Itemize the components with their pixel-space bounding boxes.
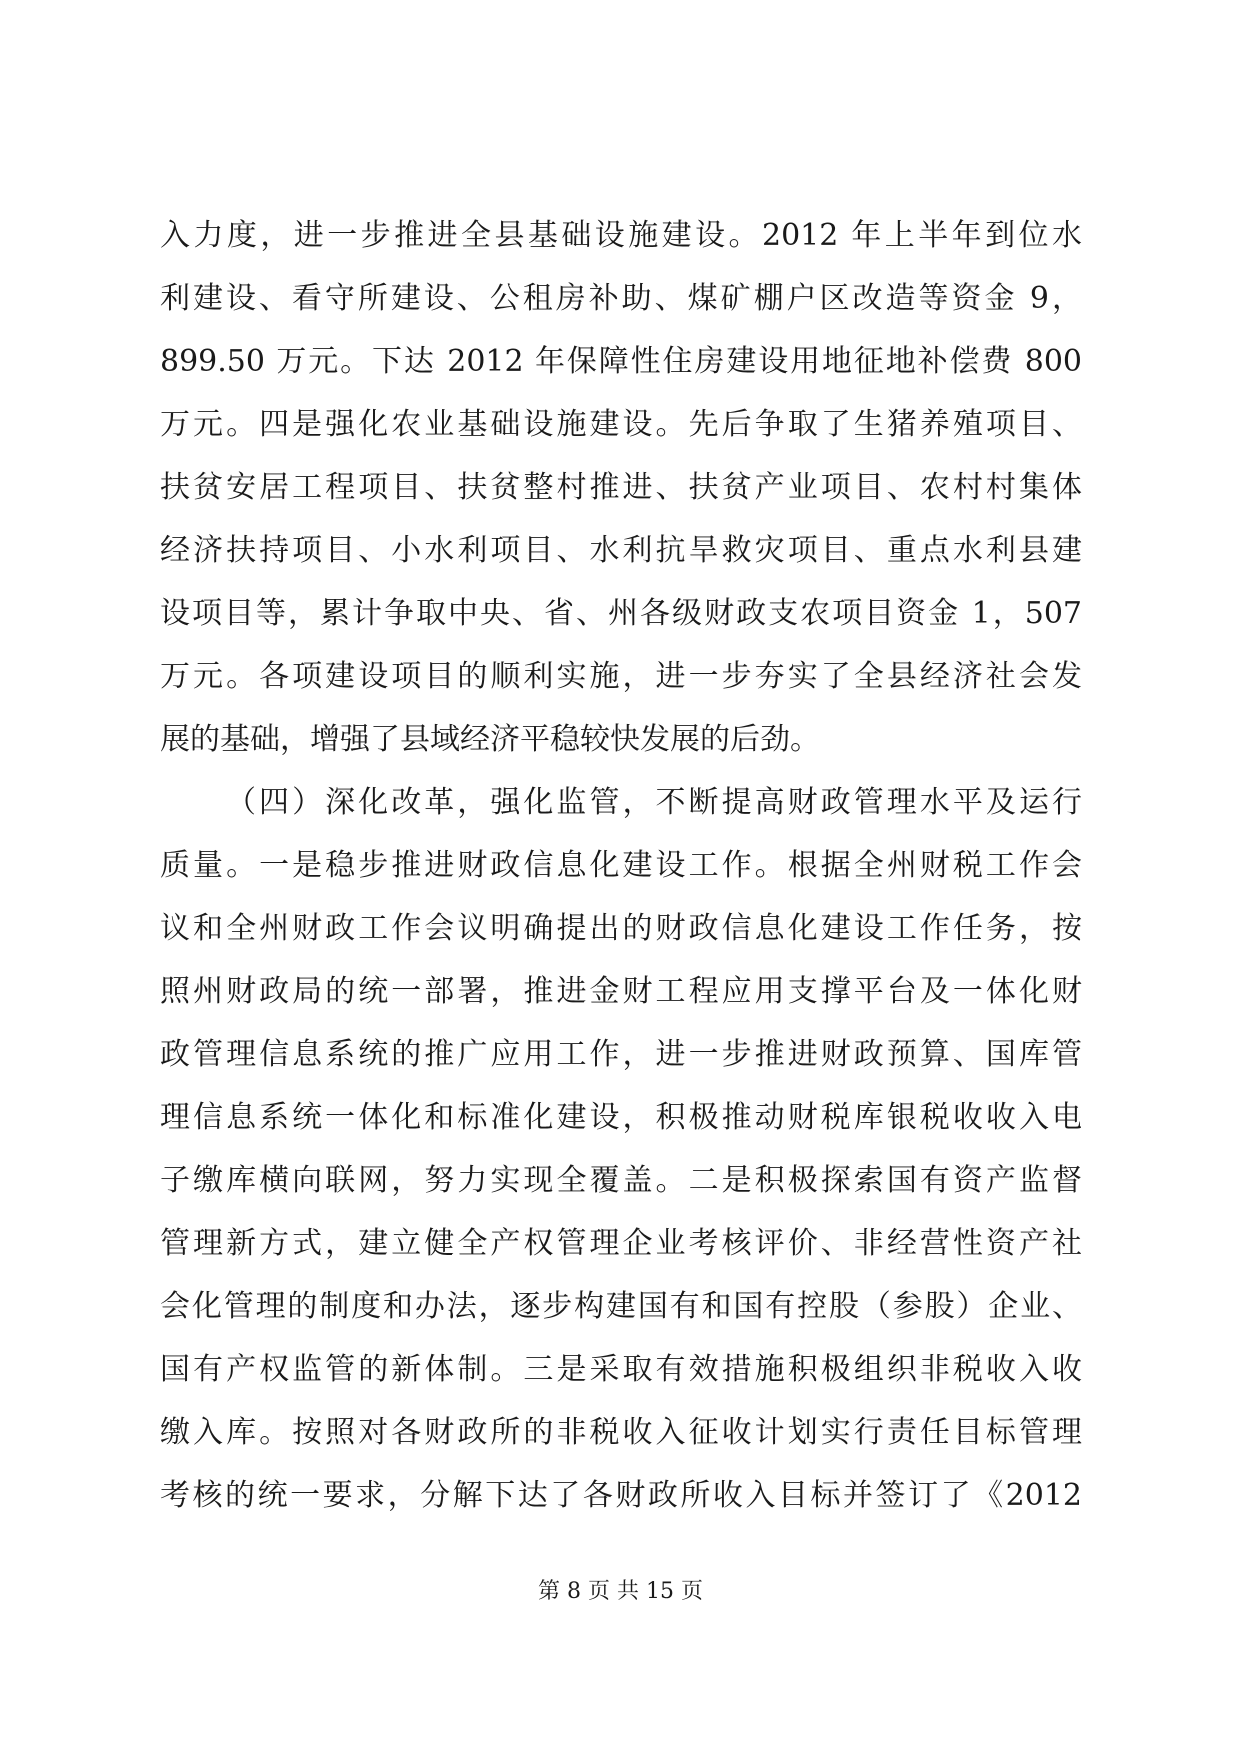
- text-line: 理信息系统一体化和标准化建设，积极推动财税库银税收收入电: [160, 1100, 1082, 1135]
- paragraph-heading-line: （四）深化改革，强化监管，不断提高财政管理水平及运行: [226, 785, 1082, 820]
- text-line: 万元。四是强化农业基础设施建设。先后争取了生猪养殖项目、: [160, 407, 1082, 442]
- text-line: 设项目等，累计争取中央、省、州各级财政支农项目资金 1，507: [160, 596, 1082, 631]
- text-line: 入力度，进一步推进全县基础设施建设。2012 年上半年到位水: [160, 218, 1082, 253]
- text-line: 缴入库。按照对各财政所的非税收入征收计划实行责任目标管理: [160, 1415, 1082, 1450]
- body-text: [160, 204, 1082, 1527]
- text-line: 国有产权监管的新体制。三是采取有效措施积极组织非税收入收: [160, 1352, 1082, 1387]
- text-line: 899.50 万元。下达 2012 年保障性住房建设用地征地补偿费 800: [160, 344, 1082, 379]
- text-line: 质量。一是稳步推进财政信息化建设工作。根据全州财税工作会: [160, 848, 1082, 883]
- text-line: 子缴库横向联网，努力实现全覆盖。二是积极探索国有资产监督: [160, 1163, 1082, 1198]
- text-line: 议和全州财政工作会议明确提出的财政信息化建设工作任务，按: [160, 911, 1082, 946]
- text-line: 利建设、看守所建设、公租房补助、煤矿棚户区改造等资金 9，: [160, 281, 1082, 316]
- text-line: 考核的统一要求，分解下达了各财政所收入目标并签订了《2012: [160, 1478, 1082, 1513]
- text-line: 扶贫安居工程项目、扶贫整村推进、扶贫产业项目、农村村集体: [160, 470, 1082, 505]
- text-line: 经济扶持项目、小水利项目、水利抗旱救灾项目、重点水利县建: [160, 533, 1082, 568]
- page-number-footer: 第 8 页 共 15 页: [538, 1579, 703, 1604]
- text-line: 展的基础，增强了县域经济平稳较快发展的后劲。: [160, 722, 820, 757]
- text-line: 照州财政局的统一部署，推进金财工程应用支撑平台及一体化财: [160, 974, 1082, 1009]
- text-line: 管理新方式，建立健全产权管理企业考核评价、非经营性资产社: [160, 1226, 1082, 1261]
- text-line: 会化管理的制度和办法，逐步构建国有和国有控股（参股）企业、: [160, 1289, 1082, 1324]
- text-line: 政管理信息系统的推广应用工作，进一步推进财政预算、国库管: [160, 1037, 1082, 1072]
- text-line: 万元。各项建设项目的顺利实施，进一步夯实了全县经济社会发: [160, 659, 1082, 694]
